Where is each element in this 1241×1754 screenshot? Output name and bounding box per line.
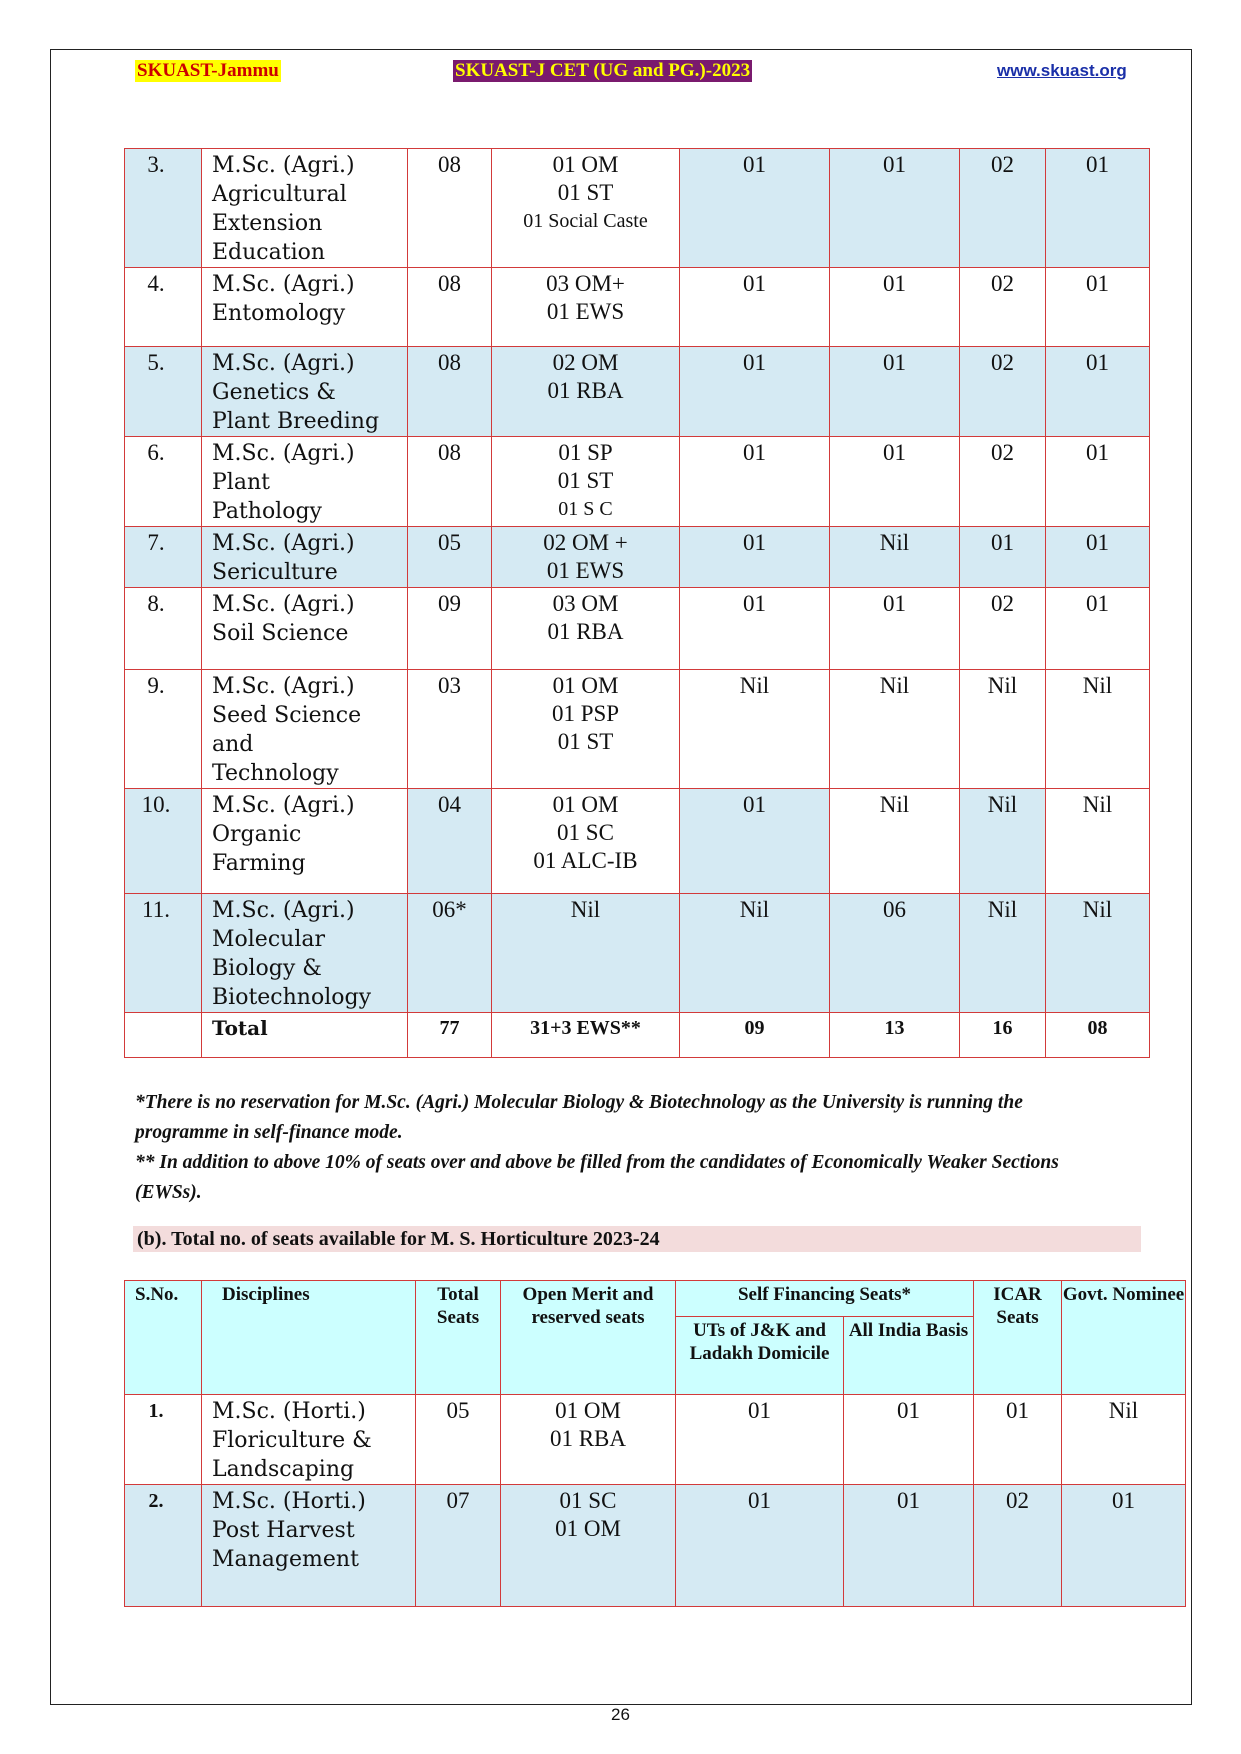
- header-website-link[interactable]: www.skuast.org: [997, 61, 1127, 80]
- seat-cell: Nil: [680, 670, 830, 789]
- all-india-cell: 01: [844, 1395, 974, 1485]
- discipline-cell-line: M.Sc. (Agri.): [212, 441, 355, 466]
- discipline-cell: [202, 789, 408, 894]
- open-merit-cell-line: 01 SP: [558, 440, 613, 465]
- seat-cell: Nil: [830, 789, 960, 894]
- section-b-heading: (b). Total no. of seats available for M. S. Horticulture 2023-24: [133, 1226, 1141, 1252]
- table-row: [125, 588, 1150, 670]
- col-self-financing: Self Financing Seats*: [676, 1281, 974, 1317]
- table-row: [125, 789, 1150, 894]
- footnote-2: ** In addition to above 10% of seats over and above be filled from the candidates of Economically Weaker Sections (EWSs).: [135, 1152, 1059, 1203]
- seat-cell: 01: [680, 437, 830, 527]
- discipline-cell-line: Management: [212, 1547, 359, 1572]
- table-row: [125, 268, 1150, 347]
- sno-cell: 9.: [125, 670, 202, 789]
- discipline-cell: [202, 1485, 416, 1607]
- seat-cell: 01: [1046, 149, 1150, 268]
- seat-cell: Nil: [1046, 894, 1150, 1013]
- total-seat-cell: 09: [680, 1013, 830, 1058]
- open-merit-cell: [492, 588, 680, 670]
- discipline-cell: [202, 670, 408, 789]
- discipline-cell-line: M.Sc. (Agri.): [212, 898, 355, 923]
- col-all-india: All India Basis: [844, 1317, 974, 1395]
- discipline-cell-line: Post Harvest: [212, 1518, 355, 1543]
- open-merit-cell-line: 01 OM: [552, 152, 619, 177]
- discipline-cell-line: M.Sc. (Agri.): [212, 153, 355, 178]
- discipline-cell-line: M.Sc. (Horti.): [212, 1399, 366, 1424]
- discipline-cell-line: Pathology: [212, 499, 322, 524]
- discipline-cell-line: Sericulture: [212, 560, 338, 585]
- open-merit-cell-line: 01 RBA: [549, 1426, 627, 1451]
- discipline-cell-line: M.Sc. (Agri.): [212, 592, 355, 617]
- footnotes: [135, 1088, 1095, 1208]
- seat-cell: Nil: [830, 527, 960, 588]
- total-seats-cell: 77: [408, 1013, 492, 1058]
- total-seats-cell: 03: [408, 670, 492, 789]
- total-open-merit-cell: 31+3 EWS**: [492, 1013, 680, 1058]
- discipline-cell: [202, 437, 408, 527]
- discipline-cell-line: Entomology: [212, 301, 346, 326]
- seat-cell: 01: [680, 347, 830, 437]
- seat-cell: 01: [1046, 527, 1150, 588]
- seat-cell: 02: [960, 347, 1046, 437]
- table-row: [125, 894, 1150, 1013]
- seat-cell: Nil: [680, 894, 830, 1013]
- header-exam-title: SKUAST-J CET (UG and PG.)-2023: [455, 60, 751, 81]
- seat-cell: 01: [830, 437, 960, 527]
- discipline-cell-line: Organic: [212, 822, 302, 847]
- discipline-cell-line: M.Sc. (Agri.): [212, 351, 355, 376]
- discipline-cell-line: Farming: [212, 851, 306, 876]
- seat-cell: 02: [960, 268, 1046, 347]
- seat-cell: 01: [1046, 268, 1150, 347]
- open-merit-cell-line: 01 OM: [555, 1398, 621, 1423]
- seat-cell: Nil: [960, 670, 1046, 789]
- discipline-cell-line: Plant Breeding: [212, 409, 380, 434]
- open-merit-cell-line: Nil: [570, 897, 601, 922]
- open-merit-cell: [492, 149, 680, 268]
- discipline-cell-line: M.Sc. (Agri.): [212, 674, 355, 699]
- seat-cell: 02: [960, 437, 1046, 527]
- seat-cell: 01: [680, 588, 830, 670]
- seat-cell: 01: [680, 268, 830, 347]
- seat-cell: 01: [830, 347, 960, 437]
- open-merit-cell-line: 01 ST: [557, 180, 614, 205]
- total-seats-cell: 08: [408, 149, 492, 268]
- seat-cell: 06: [830, 894, 960, 1013]
- open-merit-cell-line: 01 RBA: [547, 378, 624, 403]
- discipline-cell-line: Agricultural: [212, 182, 347, 207]
- open-merit-cell-line: 03 OM: [552, 591, 619, 616]
- discipline-cell-line: Biology &: [212, 956, 322, 981]
- discipline-cell-line: and: [212, 732, 254, 757]
- all-india-cell: 01: [844, 1485, 974, 1607]
- total-seats-cell: 08: [408, 437, 492, 527]
- seat-cell: 01: [830, 149, 960, 268]
- seat-cell: Nil: [830, 670, 960, 789]
- seat-cell: 01: [1046, 437, 1150, 527]
- col-disciplines: Disciplines: [202, 1281, 416, 1395]
- icar-cell: 01: [974, 1395, 1062, 1485]
- open-merit-cell: [492, 347, 680, 437]
- open-merit-cell: [492, 670, 680, 789]
- seat-cell: 01: [830, 268, 960, 347]
- seat-cell: 01: [680, 527, 830, 588]
- open-merit-cell: [492, 527, 680, 588]
- discipline-cell-line: Extension: [212, 211, 323, 236]
- sno-cell: 11.: [125, 894, 202, 1013]
- sno-cell: 3.: [125, 149, 202, 268]
- discipline-cell: [202, 588, 408, 670]
- discipline-cell-line: Molecular: [212, 927, 325, 952]
- footnote-1: *There is no reservation for M.Sc. (Agri.) Molecular Biology & Biotechnology as the University is running the programme in self-finance mode.: [135, 1092, 1023, 1143]
- icar-cell: 02: [974, 1485, 1062, 1607]
- sno-cell: 10.: [125, 789, 202, 894]
- open-merit-cell-line: 01 ALC-IB: [533, 848, 638, 873]
- page-number: 26: [611, 1705, 630, 1724]
- sno-cell: 2.: [125, 1485, 202, 1607]
- seat-cell: 01: [680, 149, 830, 268]
- govt-cell: 01: [1062, 1485, 1186, 1607]
- discipline-cell-line: M.Sc. (Agri.): [212, 793, 355, 818]
- total-empty-cell: [125, 1013, 202, 1058]
- open-merit-cell: [501, 1395, 676, 1485]
- discipline-cell-line: Landscaping: [212, 1457, 355, 1482]
- seat-cell: 01: [1046, 347, 1150, 437]
- discipline-cell: [202, 268, 408, 347]
- total-seats-cell: 05: [416, 1395, 501, 1485]
- open-merit-cell-line: 01 SC: [559, 1488, 617, 1513]
- open-merit-cell-line: 01 SC: [557, 820, 614, 845]
- sno-cell: 4.: [125, 268, 202, 347]
- sno-cell: 5.: [125, 347, 202, 437]
- total-seat-cell: 13: [830, 1013, 960, 1058]
- table-row: [125, 1485, 1186, 1607]
- open-merit-cell-line: 03 OM+: [546, 271, 625, 296]
- open-merit-cell-line: 01 OM: [552, 792, 619, 817]
- open-merit-cell-line: 02 OM: [552, 350, 619, 375]
- sno-cell: 6.: [125, 437, 202, 527]
- col-uts-domicile: UTs of J&K and Ladakh Domicile: [676, 1317, 844, 1395]
- col-sno: S.No.: [125, 1281, 202, 1395]
- discipline-cell-line: M.Sc. (Agri.): [212, 531, 355, 556]
- total-seats-cell: 05: [408, 527, 492, 588]
- total-seats-cell: 06*: [408, 894, 492, 1013]
- seats-table-agri: [124, 148, 1150, 1058]
- sno-cell: 7.: [125, 527, 202, 588]
- seats-table-horti: [124, 1280, 1186, 1607]
- discipline-cell-line: Plant: [212, 470, 270, 495]
- col-total-seats: Total Seats: [416, 1281, 501, 1395]
- total-seats-cell: 04: [408, 789, 492, 894]
- seat-cell: Nil: [1046, 670, 1150, 789]
- table-row: [125, 1395, 1186, 1485]
- open-merit-cell-line: 01 PSP: [551, 701, 620, 726]
- open-merit-cell-line: 01 OM: [552, 673, 619, 698]
- open-merit-cell-line: 01 S C: [558, 498, 613, 520]
- discipline-cell-line: M.Sc. (Horti.): [212, 1489, 366, 1514]
- open-merit-cell-line: 02 OM +: [543, 530, 628, 555]
- total-label-cell: Total: [202, 1013, 408, 1058]
- discipline-cell-line: Education: [212, 240, 326, 265]
- sno-cell: 1.: [125, 1395, 202, 1485]
- discipline-cell-line: Soil Science: [212, 621, 349, 646]
- uts-cell: 01: [676, 1485, 844, 1607]
- discipline-cell-line: M.Sc. (Agri.): [212, 272, 355, 297]
- discipline-cell: [202, 149, 408, 268]
- header-university: SKUAST-Jammu: [137, 60, 279, 81]
- seat-cell: Nil: [960, 894, 1046, 1013]
- open-merit-cell: [492, 437, 680, 527]
- col-open-merit: Open Merit and reserved seats: [501, 1281, 676, 1395]
- table-row: [125, 437, 1150, 527]
- discipline-cell-line: Biotechnology: [212, 985, 372, 1010]
- total-seats-cell: 09: [408, 588, 492, 670]
- discipline-cell-line: Genetics &: [212, 380, 336, 405]
- col-icar-seats: ICAR Seats: [974, 1281, 1062, 1395]
- open-merit-cell-line: 01 ST: [557, 729, 614, 754]
- open-merit-cell-line: 01 Social Caste: [523, 210, 648, 232]
- uts-cell: 01: [676, 1395, 844, 1485]
- total-seats-cell: 07: [416, 1485, 501, 1607]
- total-row: [125, 1013, 1150, 1058]
- total-seats-cell: 08: [408, 347, 492, 437]
- open-merit-cell-line: 01 EWS: [546, 299, 625, 324]
- seat-cell: Nil: [1046, 789, 1150, 894]
- discipline-cell-line: Technology: [212, 761, 339, 786]
- discipline-cell: [202, 347, 408, 437]
- open-merit-cell-line: 01 RBA: [547, 619, 624, 644]
- seat-cell: 02: [960, 588, 1046, 670]
- open-merit-cell-line: 01 ST: [557, 468, 614, 493]
- discipline-cell-line: Seed Science: [212, 703, 362, 728]
- discipline-cell-line: Floriculture &: [212, 1428, 372, 1453]
- table-row: [125, 149, 1150, 268]
- open-merit-cell: [492, 268, 680, 347]
- sno-cell: 8.: [125, 588, 202, 670]
- table-row: [125, 347, 1150, 437]
- table-row: [125, 670, 1150, 789]
- col-govt-nominee: Govt. Nominee: [1062, 1281, 1186, 1395]
- open-merit-cell: [501, 1485, 676, 1607]
- open-merit-cell-line: 01 OM: [555, 1516, 621, 1541]
- table-row: [125, 527, 1150, 588]
- open-merit-cell: [492, 894, 680, 1013]
- open-merit-cell-line: 01 EWS: [546, 558, 625, 583]
- seat-cell: Nil: [960, 789, 1046, 894]
- seat-cell: 01: [830, 588, 960, 670]
- discipline-cell: [202, 1395, 416, 1485]
- discipline-cell: [202, 527, 408, 588]
- seat-cell: 01: [1046, 588, 1150, 670]
- seat-cell: 01: [960, 527, 1046, 588]
- seat-cell: 02: [960, 149, 1046, 268]
- govt-cell: Nil: [1062, 1395, 1186, 1485]
- total-seat-cell: 16: [960, 1013, 1046, 1058]
- open-merit-cell: [492, 789, 680, 894]
- total-seat-cell: 08: [1046, 1013, 1150, 1058]
- seat-cell: 01: [680, 789, 830, 894]
- discipline-cell: [202, 894, 408, 1013]
- total-seats-cell: 08: [408, 268, 492, 347]
